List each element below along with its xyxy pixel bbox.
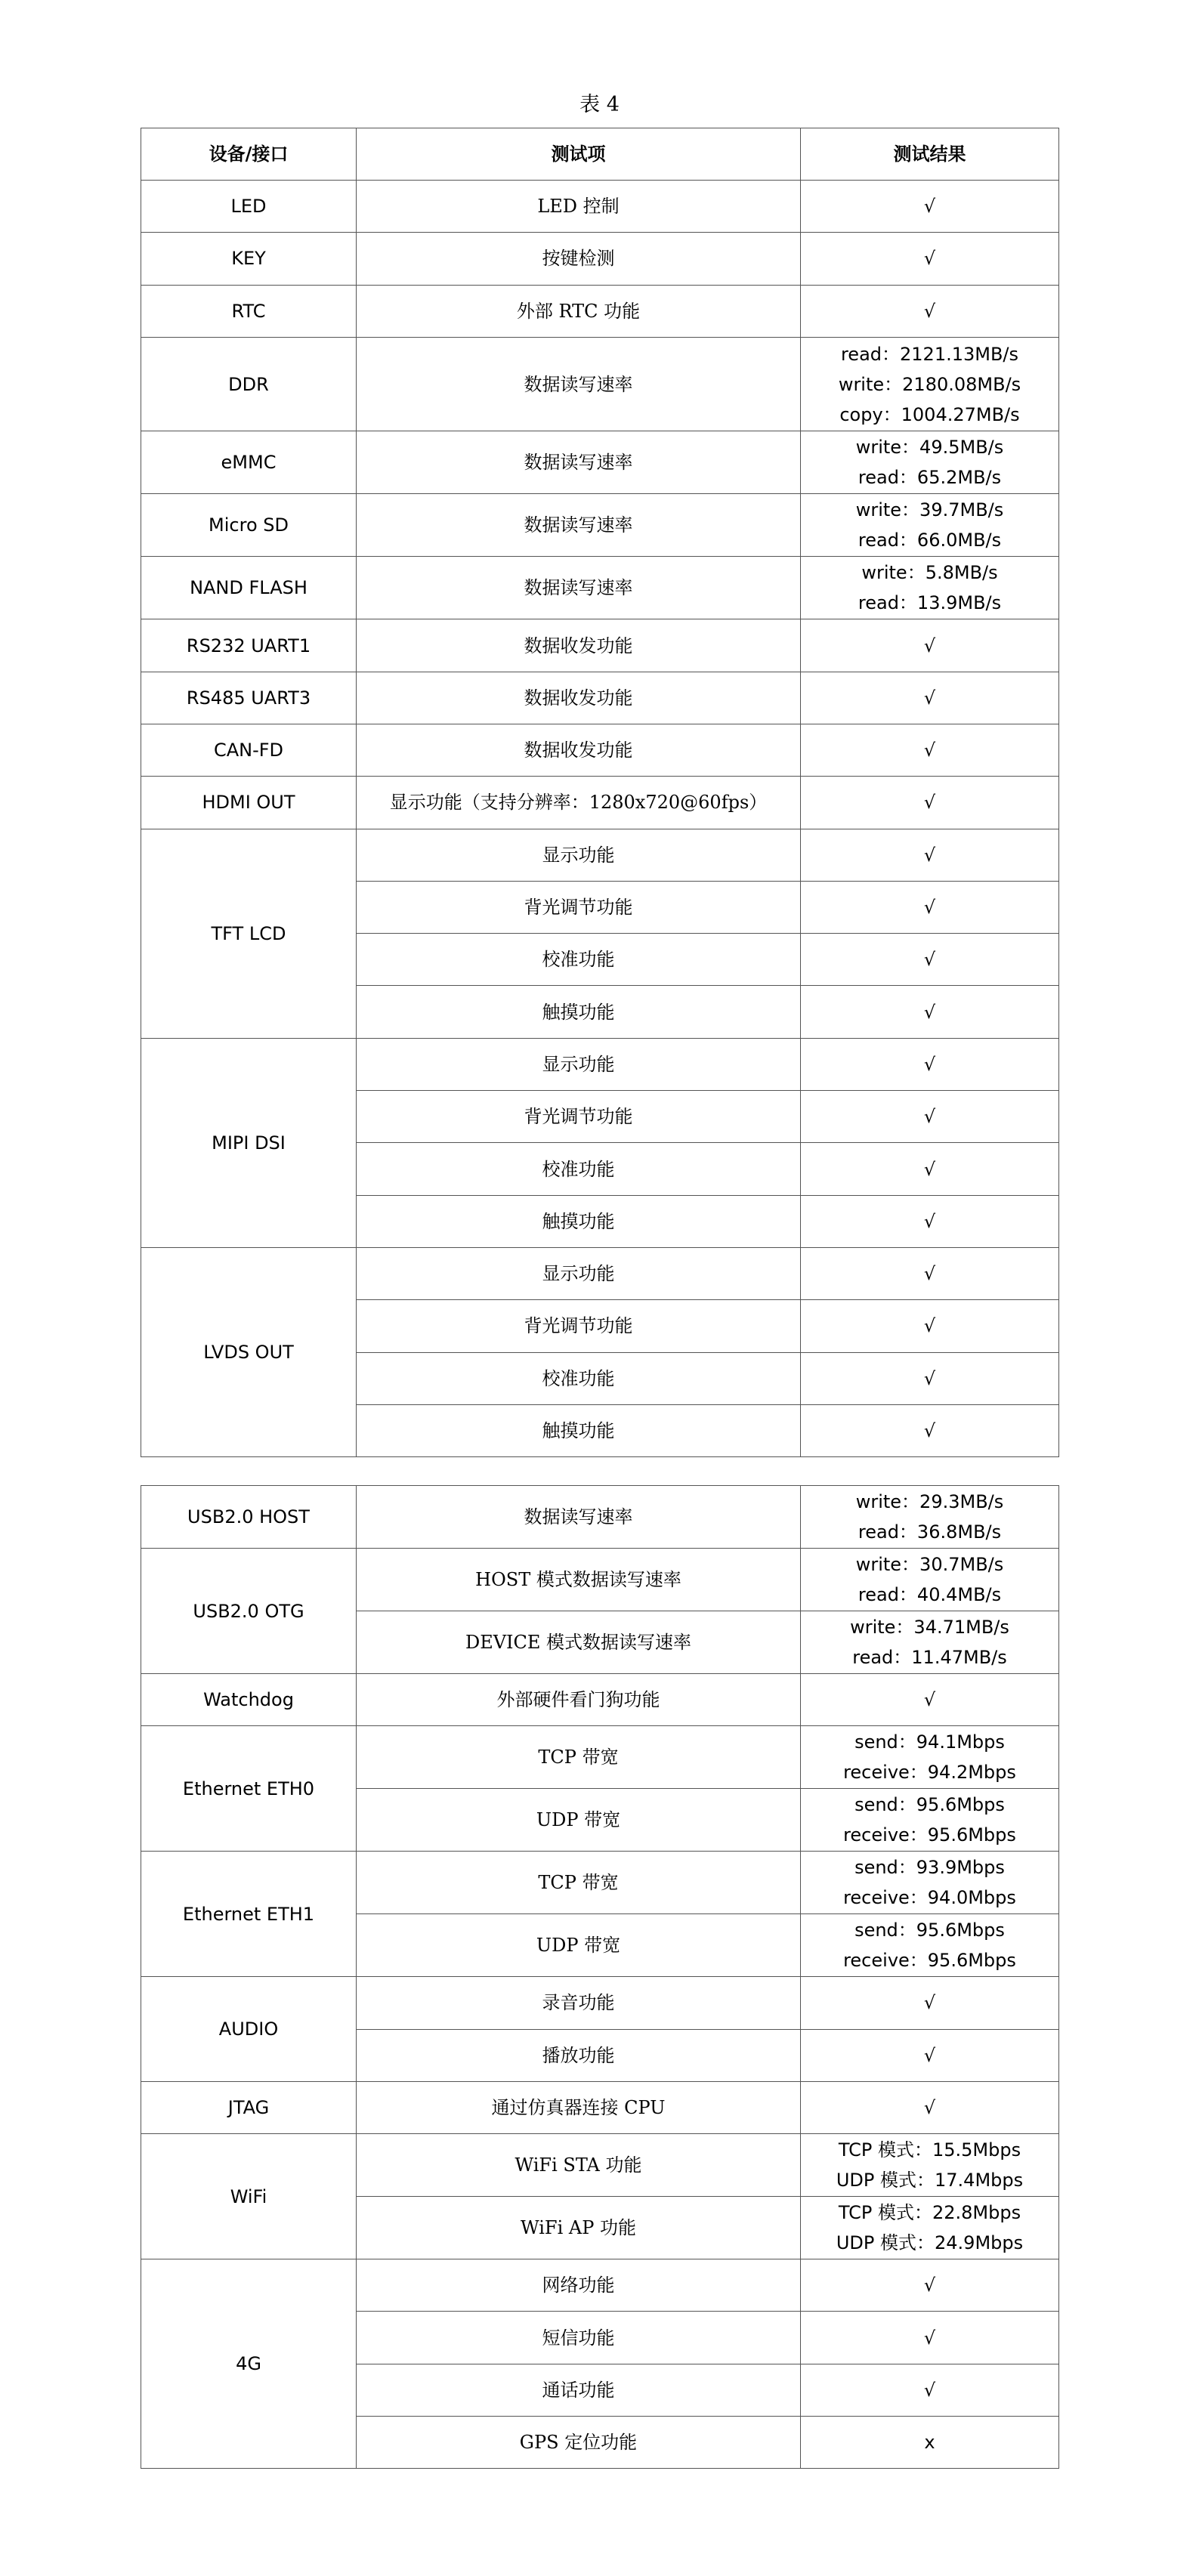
test-item-cell: 显示功能 [357, 829, 801, 881]
device-cell: HDMI OUT [141, 777, 357, 829]
result-line: receive：94.0Mbps [843, 1887, 1016, 1909]
test-result-cell [801, 934, 1059, 986]
test-item-cell: 短信功能 [357, 2312, 801, 2364]
result-line: write：39.7MB/s [855, 499, 1004, 521]
test-item-cell: 数据收发功能 [357, 672, 801, 724]
test-item-cell: 外部 RTC 功能 [357, 285, 801, 337]
result-line: read：2121.13MB/s [840, 343, 1019, 365]
test-item-cell: 数据收发功能 [357, 619, 801, 672]
result-line: √ [923, 2327, 936, 2349]
result-line: √ [923, 300, 936, 322]
device-cell: Watchdog [141, 1674, 357, 1726]
result-line: write：29.3MB/s [855, 1491, 1004, 1512]
result-line: √ [923, 2275, 936, 2296]
test-item-cell: 播放功能 [357, 2029, 801, 2081]
device-cell: USB2.0 OTG [141, 1549, 357, 1674]
device-cell: LED [141, 181, 357, 233]
test-item-cell: 触摸功能 [357, 1404, 801, 1456]
result-line: write：49.5MB/s [855, 437, 1004, 459]
test-results-table-part2 [141, 1485, 1059, 2469]
result-line: receive：94.2Mbps [843, 1762, 1016, 1784]
test-result-cell [801, 1611, 1059, 1674]
device-cell: 4G [141, 2259, 357, 2469]
result-line: x [924, 2432, 935, 2454]
test-item-cell: HOST 模式数据读写速率 [357, 1549, 801, 1611]
device-cell: Micro SD [141, 494, 357, 557]
device-cell: AUDIO [141, 1977, 357, 2082]
test-result-cell [801, 2364, 1059, 2416]
table-row [141, 1674, 1059, 1726]
test-result-cell [801, 1549, 1059, 1611]
result-line: √ [923, 1367, 936, 1389]
result-line: √ [923, 1419, 936, 1441]
test-result-cell [801, 285, 1059, 337]
test-result-cell [801, 1914, 1059, 1977]
result-line: √ [923, 635, 936, 656]
result-line: √ [923, 1158, 936, 1180]
test-item-cell: 网络功能 [357, 2259, 801, 2312]
test-item-cell: LED 控制 [357, 181, 801, 233]
device-cell: DDR [141, 337, 357, 431]
test-result-cell [801, 1247, 1059, 1299]
result-line: √ [923, 949, 936, 971]
test-result-cell [801, 2197, 1059, 2259]
result-line: read：36.8MB/s [858, 1521, 1002, 1543]
result-line: write：30.7MB/s [855, 1554, 1004, 1575]
header-test-result: 测试结果 [801, 128, 1059, 181]
table-row [141, 494, 1059, 557]
table-row [141, 1549, 1059, 1611]
test-result-cell [801, 2312, 1059, 2364]
test-result-cell [801, 1143, 1059, 1195]
test-item-cell: WiFi STA 功能 [357, 2134, 801, 2197]
test-item-cell: 校准功能 [357, 934, 801, 986]
test-result-cell [801, 881, 1059, 933]
table-row [141, 285, 1059, 337]
result-line: send：93.9Mbps [854, 1857, 1005, 1879]
result-line: √ [923, 792, 936, 814]
test-item-cell: DEVICE 模式数据读写速率 [357, 1611, 801, 1674]
device-cell: MIPI DSI [141, 1038, 357, 1247]
test-results-table-part1 [141, 128, 1059, 1457]
table-row [141, 233, 1059, 285]
test-item-cell: 通过仿真器连接 CPU [357, 2081, 801, 2133]
test-item-cell: 背光调节功能 [357, 1300, 801, 1352]
result-line: receive：95.6Mbps [843, 1824, 1016, 1846]
test-result-cell [801, 181, 1059, 233]
test-result-cell [801, 1352, 1059, 1404]
result-line: √ [923, 897, 936, 919]
result-line: √ [923, 1210, 936, 1232]
table-row [141, 777, 1059, 829]
test-result-cell [801, 2259, 1059, 2312]
result-line: UDP 模式：17.4Mbps [836, 2170, 1024, 2191]
device-cell: NAND FLASH [141, 557, 357, 619]
test-result-cell [801, 672, 1059, 724]
test-result-cell [801, 494, 1059, 557]
table-row [141, 829, 1059, 881]
test-result-cell [801, 2417, 1059, 2469]
test-result-cell [801, 1852, 1059, 1914]
table-row [141, 1977, 1059, 2029]
result-line: √ [923, 844, 936, 866]
table-row [141, 337, 1059, 431]
test-item-cell: 触摸功能 [357, 1195, 801, 1247]
result-line: read：66.0MB/s [858, 530, 1002, 551]
test-item-cell: 数据读写速率 [357, 1486, 801, 1549]
table-row [141, 1038, 1059, 1090]
test-item-cell: 校准功能 [357, 1143, 801, 1195]
device-cell: Ethernet ETH0 [141, 1726, 357, 1852]
table-caption: 表 4 [579, 93, 620, 116]
result-line: √ [923, 1689, 936, 1711]
test-item-cell: 数据读写速率 [357, 337, 801, 431]
table-row [141, 724, 1059, 776]
table-row [141, 619, 1059, 672]
test-result-cell [801, 1038, 1059, 1090]
test-item-cell: TCP 带宽 [357, 1726, 801, 1789]
test-item-cell: 校准功能 [357, 1352, 801, 1404]
result-line: send：95.6Mbps [854, 1794, 1005, 1816]
result-line: write：2180.08MB/s [838, 373, 1021, 395]
result-line: √ [923, 1992, 936, 2014]
test-result-cell [801, 777, 1059, 829]
test-result-cell [801, 2081, 1059, 2133]
device-cell: RTC [141, 285, 357, 337]
table-row [141, 181, 1059, 233]
result-line: TCP 模式：15.5Mbps [838, 2139, 1021, 2161]
result-line: √ [923, 2097, 936, 2119]
test-item-cell: 触摸功能 [357, 986, 801, 1038]
result-line: √ [923, 1106, 936, 1128]
test-item-cell: 数据读写速率 [357, 557, 801, 619]
test-result-cell [801, 1789, 1059, 1852]
test-result-cell [801, 1977, 1059, 2029]
test-item-cell: 显示功能 [357, 1247, 801, 1299]
test-item-cell: 数据读写速率 [357, 431, 801, 494]
result-line: write：5.8MB/s [861, 562, 998, 584]
test-result-cell [801, 1195, 1059, 1247]
test-item-cell: 按键检测 [357, 233, 801, 285]
result-line: √ [923, 1263, 936, 1285]
result-line: TCP 模式：22.8Mbps [838, 2202, 1021, 2224]
test-result-cell [801, 1726, 1059, 1789]
device-cell: USB2.0 HOST [141, 1486, 357, 1549]
table-row [141, 431, 1059, 494]
device-cell: TFT LCD [141, 829, 357, 1038]
test-item-cell: GPS 定位功能 [357, 2417, 801, 2469]
test-item-cell: 背光调节功能 [357, 881, 801, 933]
result-line: √ [923, 1053, 936, 1075]
result-line: write：34.71MB/s [850, 1617, 1009, 1638]
result-line: √ [923, 2379, 936, 2401]
result-line: √ [923, 2044, 936, 2066]
table-row [141, 1852, 1059, 1914]
test-item-cell: UDP 带宽 [357, 1789, 801, 1852]
table-row [141, 672, 1059, 724]
test-item-cell: 外部硬件看门狗功能 [357, 1674, 801, 1726]
result-line: √ [923, 196, 936, 218]
test-result-cell [801, 619, 1059, 672]
test-item-cell: 背光调节功能 [357, 1091, 801, 1143]
result-line: √ [923, 1001, 936, 1023]
device-cell: RS232 UART1 [141, 619, 357, 672]
test-item-cell: 显示功能 [357, 1038, 801, 1090]
device-cell: CAN-FD [141, 724, 357, 776]
test-item-cell: UDP 带宽 [357, 1914, 801, 1977]
test-result-cell [801, 1404, 1059, 1456]
test-item-cell: 通话功能 [357, 2364, 801, 2416]
test-result-cell [801, 337, 1059, 431]
result-line: send：95.6Mbps [854, 1920, 1005, 1941]
test-result-cell [801, 829, 1059, 881]
result-line: √ [923, 248, 936, 270]
test-result-cell [801, 1486, 1059, 1549]
result-line: √ [923, 1315, 936, 1337]
result-line: copy：1004.27MB/s [839, 403, 1020, 425]
table-row [141, 2259, 1059, 2312]
device-cell: eMMC [141, 431, 357, 494]
result-line: UDP 模式：24.9Mbps [836, 2232, 1024, 2254]
test-result-cell [801, 233, 1059, 285]
test-item-cell: 显示功能（支持分辨率：1280x720@60fps） [357, 777, 801, 829]
test-item-cell: 录音功能 [357, 1977, 801, 2029]
table-header-row [141, 128, 1059, 181]
table-row [141, 1247, 1059, 1299]
device-cell: LVDS OUT [141, 1247, 357, 1456]
test-result-cell [801, 1300, 1059, 1352]
device-cell: JTAG [141, 2081, 357, 2133]
header-test-item: 测试项 [357, 128, 801, 181]
result-line: read：40.4MB/s [858, 1584, 1002, 1605]
device-cell: KEY [141, 233, 357, 285]
device-cell: Ethernet ETH1 [141, 1852, 357, 1977]
test-result-cell [801, 557, 1059, 619]
header-device: 设备/接口 [141, 128, 357, 181]
test-item-cell: WiFi AP 功能 [357, 2197, 801, 2259]
result-line: receive：95.6Mbps [843, 1950, 1016, 1972]
test-item-cell: 数据读写速率 [357, 494, 801, 557]
test-result-cell [801, 2029, 1059, 2081]
device-cell: WiFi [141, 2134, 357, 2259]
table-row [141, 1486, 1059, 1549]
device-cell: RS485 UART3 [141, 672, 357, 724]
result-line: √ [923, 740, 936, 761]
test-result-cell [801, 2134, 1059, 2197]
test-result-cell [801, 1674, 1059, 1726]
test-result-cell [801, 724, 1059, 776]
table-row [141, 1726, 1059, 1789]
test-item-cell: TCP 带宽 [357, 1852, 801, 1914]
result-line: send：94.1Mbps [854, 1731, 1005, 1753]
table-row [141, 2134, 1059, 2197]
test-item-cell: 数据收发功能 [357, 724, 801, 776]
test-result-cell [801, 986, 1059, 1038]
table-row [141, 2081, 1059, 2133]
test-result-cell [801, 1091, 1059, 1143]
result-line: read：11.47MB/s [852, 1647, 1007, 1668]
result-line: read：65.2MB/s [858, 467, 1002, 489]
result-line: read：13.9MB/s [858, 592, 1002, 614]
result-line: √ [923, 687, 936, 709]
table-row [141, 557, 1059, 619]
test-result-cell [801, 431, 1059, 494]
